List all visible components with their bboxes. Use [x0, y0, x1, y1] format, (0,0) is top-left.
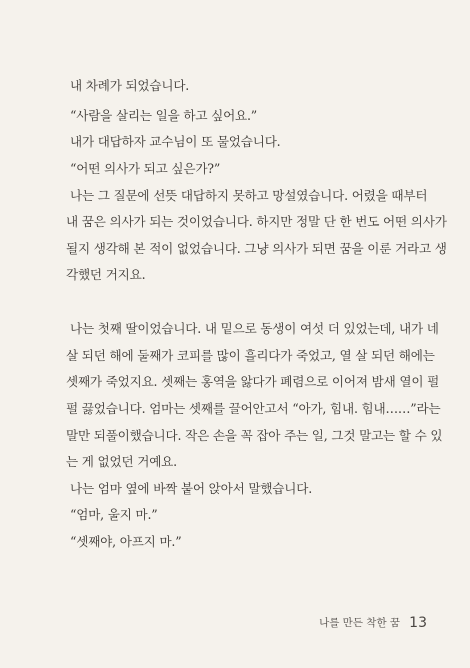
body-line: 내 꿈은 의사가 되는 것이었습니다. 하지만 정말 단 한 번도 어떤 의사가 — [66, 214, 447, 229]
running-footer — [319, 612, 427, 631]
body-line: 내 차례가 되었습니다. — [70, 78, 190, 93]
body-line: 셋째가 죽었지요. 셋째는 홍역을 앓다가 폐렴으로 이어져 밤새 열이 펄 — [66, 374, 440, 389]
body-line: 는 게 없었던 거예요. — [66, 454, 177, 469]
body-line: 펄 끓었습니다. 엄마는 셋째를 끌어안고서 “아가, 힘내. 힘내……”라는 — [66, 401, 441, 416]
body-line: 내가 대답하자 교수님이 또 물었습니다. — [70, 134, 281, 149]
body-line: 나는 엄마 옆에 바짝 붙어 앉아서 말했습니다. — [70, 481, 313, 496]
body-line: 말만 되풀이했습니다. 작은 손을 꼭 잡아 주는 일, 그것 말고는 할 수 있 — [66, 428, 443, 443]
page-number: 13 — [409, 614, 427, 631]
body-line: “사람을 살리는 일을 하고 싶어요.” — [70, 108, 258, 123]
body-line: 각했던 거지요. — [66, 267, 146, 282]
body-line: “어떤 의사가 되고 싶은가?” — [70, 161, 221, 176]
body-line: 살 되던 해에 둘째가 코피를 많이 흘리다가 죽었고, 열 살 되던 해에는 — [66, 348, 435, 363]
body-line: 나는 그 질문에 선뜻 대답하지 못하고 망설였습니다. 어렸을 때부터 — [70, 188, 428, 203]
body-line: 나는 첫째 딸이었습니다. 내 밑으로 동생이 여섯 더 있었는데, 내가 네 — [70, 321, 439, 336]
body-line: “엄마, 울지 마.” — [70, 507, 158, 522]
body-line: 될지 생각해 본 적이 없었습니다. 그냥 의사가 되면 꿈을 이룬 거라고 생 — [66, 241, 447, 256]
book-title: 나를 만든 착한 꿈 — [319, 617, 401, 629]
body-line: “셋째야, 아프지 마.” — [70, 534, 182, 549]
